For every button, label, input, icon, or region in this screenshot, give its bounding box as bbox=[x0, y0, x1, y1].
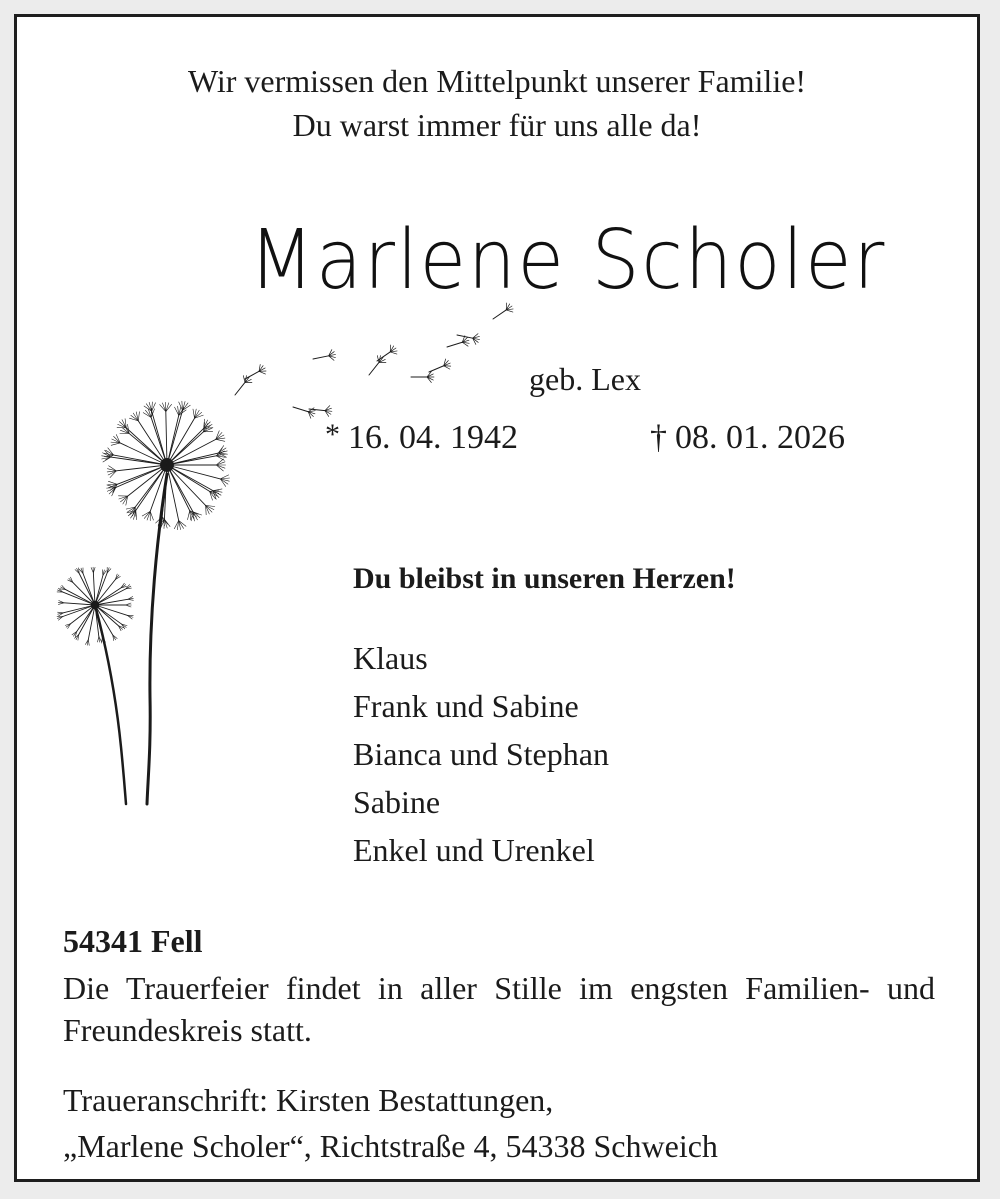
mourner: Frank und Sabine bbox=[353, 688, 579, 724]
mourner: Bianca und Stephan bbox=[353, 736, 609, 772]
motto: Du bleibst in unseren Herzen! bbox=[353, 562, 736, 595]
intro-line-1: Wir vermissen den Mittelpunkt unserer Familie! bbox=[187, 63, 807, 99]
address-line-1: Traueranschrift: Kirsten Bestattungen, bbox=[63, 1082, 554, 1118]
birth-date-line bbox=[325, 419, 518, 457]
obituary-notice bbox=[14, 14, 980, 1182]
mourner: Enkel und Urenkel bbox=[353, 832, 595, 868]
birth-symbol: * bbox=[325, 418, 340, 451]
address-line-2: „Marlene Scholer“, Richtstraße 4, 54338 Schweich bbox=[63, 1128, 718, 1164]
death-date: 08. 01. 2026 bbox=[675, 419, 845, 456]
mourner: Sabine bbox=[353, 784, 441, 820]
mourner: Klaus bbox=[353, 640, 428, 676]
birth-date: 16. 04. 1942 bbox=[348, 419, 518, 456]
intro-text bbox=[17, 59, 977, 147]
intro-line-2: Du warst immer für uns alle da! bbox=[292, 107, 702, 143]
maiden-name: geb. Lex bbox=[529, 361, 641, 397]
death-date-line bbox=[650, 419, 845, 457]
mourners-list bbox=[353, 634, 609, 874]
death-symbol: † bbox=[650, 419, 667, 456]
ceremony-notice: Die Trauerfeier findet in aller Stille im engsten Familien- und Freundeskreis statt. bbox=[63, 970, 935, 1048]
deceased-name: Marlene Scholer bbox=[249, 213, 887, 308]
mourning-address bbox=[63, 1077, 718, 1169]
place: 54341 Fell bbox=[63, 923, 203, 959]
